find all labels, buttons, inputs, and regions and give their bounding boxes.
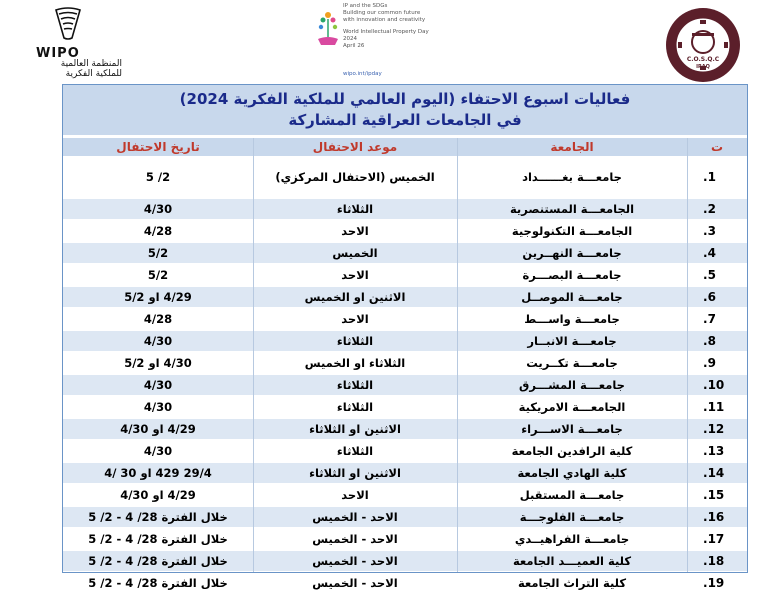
cell-university: كلية الرافدين الجامعة: [511, 444, 633, 458]
cell-university: جامعـــة الفلوجـــة: [519, 510, 625, 524]
cell-day: الثلاثاء: [336, 444, 374, 458]
cell-university: جامعـــة بغــــــداد: [522, 170, 622, 184]
table-row: [63, 287, 747, 307]
header-university: الجامعة: [550, 140, 594, 154]
cell-date: 4/30: [143, 202, 173, 216]
wipo-wordmark: WIPO: [36, 46, 80, 61]
cell-num: 6.: [703, 290, 716, 304]
cell-university: الجامعـــة المستنصرية: [509, 202, 635, 216]
wipo-emblem-icon: [48, 4, 88, 44]
cell-num: 3.: [703, 224, 716, 238]
cell-date: خلال الفترة 28/ 4 - 2/ 5: [88, 510, 228, 524]
cell-date: 4/29 او 4/30: [120, 488, 196, 502]
table-row: [63, 573, 747, 593]
cell-num: 5.: [703, 268, 716, 282]
cell-university: كلية العميـــد الجامعة: [512, 554, 632, 568]
cosqc-seal-icon: [664, 6, 742, 84]
cell-day: الثلاثاء: [336, 334, 374, 348]
cell-day: الثلاثاء: [336, 400, 374, 414]
cell-university: جامعـــة الفراهيــدي: [514, 532, 630, 546]
wipo-arabic-name: [30, 59, 122, 79]
cell-university: الجامعـــة الامريكية: [518, 400, 626, 414]
table-row: [63, 157, 747, 197]
ip-day-text: [343, 3, 429, 50]
table-row: [63, 309, 747, 329]
wipo-logo: [30, 4, 120, 80]
cell-university: جامعـــة تكــريت: [526, 356, 618, 370]
cell-num: 16.: [703, 510, 725, 524]
cell-day: الاحد: [341, 268, 369, 282]
title-band: [63, 85, 747, 135]
cell-university: جامعـــة الانبــار: [527, 334, 617, 348]
table-row: [63, 265, 747, 285]
cell-day: الاحد: [341, 488, 369, 502]
cell-num: 2.: [703, 202, 716, 216]
cell-num: 18.: [703, 554, 725, 568]
cell-day: الثلاثاء او الخميس: [304, 356, 406, 370]
cell-num: 1.: [703, 170, 716, 184]
cosqc-country: IRAQ: [696, 64, 710, 70]
cell-university: جامعـــة واســـط: [524, 312, 620, 326]
table-row: [63, 331, 747, 351]
cell-university: جامعـــة المستقبل: [519, 488, 625, 502]
table-row: [63, 551, 747, 571]
column-divider: [687, 138, 688, 572]
cell-num: 4.: [703, 246, 716, 260]
table-row: [63, 441, 747, 461]
cell-university: جامعـــة الاســـراء: [521, 422, 623, 436]
cell-date: 2/ 5: [145, 170, 171, 184]
events-table-frame: [62, 84, 748, 590]
table-row: [63, 199, 747, 219]
cell-date: 4/30: [143, 334, 173, 348]
cell-day: الثلاثاء: [336, 378, 374, 392]
header-date: تاريخ الاحتفال: [116, 140, 200, 154]
table-row: [63, 485, 747, 505]
cell-date: 4/29 او 4/30: [120, 422, 196, 436]
cell-date: 5/2: [147, 246, 169, 260]
ip-day-line: 2024: [343, 36, 357, 42]
cell-num: 19.: [703, 576, 725, 590]
cell-university: جامعـــة المشـــرق: [519, 378, 625, 392]
table-row: [63, 507, 747, 527]
cell-num: 12.: [703, 422, 725, 436]
wipo-arabic-line1: المنظمة العالمية: [60, 59, 122, 69]
ip-day-line: IP and the SDGs: [343, 3, 388, 9]
cell-num: 13.: [703, 444, 725, 458]
cell-num: 7.: [703, 312, 716, 326]
table-row: [63, 243, 747, 263]
ip-day-link[interactable]: wipo.int/ipday: [343, 71, 382, 77]
cell-day: الاحد - الخميس: [312, 510, 398, 524]
cell-day: الاثنين او الخميس: [304, 290, 406, 304]
ip-day-line: with innovation and creativity: [343, 17, 426, 23]
cell-date: خلال الفترة 28/ 4 - 2/ 5: [88, 532, 228, 546]
cell-day: الاثنين او الثلاثاء: [309, 466, 401, 480]
cell-date: 4/30 او 5/2: [124, 356, 192, 370]
cell-date: 4/28: [143, 224, 173, 238]
cell-day: الخميس: [332, 246, 378, 260]
cosqc-name: C.O.S.Q.C: [686, 56, 720, 63]
wipo-arabic-line2: للملكية الفكرية: [65, 69, 122, 79]
cell-date: خلال الفترة 28/ 4 - 2/ 5: [88, 576, 228, 590]
table-row: [63, 353, 747, 373]
cell-university: جامعـــة البصـــرة: [522, 268, 622, 282]
page-title: فعاليات اسبوع الاحتفاء (اليوم العالمي للملكية الفكرية 2024): [179, 90, 631, 108]
cell-day: الاحد: [341, 312, 369, 326]
ip-day-line: April 26: [343, 43, 365, 49]
ip-day-line: World Intellectual Property Day: [343, 29, 429, 35]
table-row: [63, 375, 747, 395]
cell-day: الاثنين او الثلاثاء: [309, 422, 401, 436]
column-divider: [457, 138, 458, 572]
cell-date: خلال الفترة 28/ 4 - 2/ 5: [88, 554, 228, 568]
cell-university: جامعـــة الموصــل: [521, 290, 623, 304]
page-subtitle: في الجامعات العراقية المشاركة: [288, 111, 522, 129]
cell-date: 4/30: [143, 378, 173, 392]
cell-date: 29/4 429 او 30 /4: [104, 466, 212, 480]
column-divider: [253, 138, 254, 572]
cell-date: 4/30: [143, 400, 173, 414]
cell-num: 17.: [703, 532, 725, 546]
cell-num: 15.: [703, 488, 725, 502]
cell-day: الاحد: [341, 224, 369, 238]
cell-num: 11.: [703, 400, 725, 414]
cell-day: الاحد - الخميس: [312, 554, 398, 568]
cell-num: 8.: [703, 334, 716, 348]
cell-university: كلية الهادي الجامعة: [517, 466, 627, 480]
table-row: [63, 529, 747, 549]
cell-day: الخميس (الاحتفال المركزي): [275, 170, 435, 184]
table-row: [63, 419, 747, 439]
cell-date: 5/2: [147, 268, 169, 282]
cell-university: كلية التراث الجامعة: [517, 576, 627, 590]
cell-day: الاحد - الخميس: [312, 532, 398, 546]
cell-num: 10.: [703, 378, 725, 392]
cell-day: الثلاثاء: [336, 202, 374, 216]
cell-university: الجامعـــة التكنولوجية: [511, 224, 633, 238]
cell-date: 4/28: [143, 312, 173, 326]
cell-date: 4/30: [143, 444, 173, 458]
header-day: موعد الاحتفال: [312, 140, 398, 154]
table-row: [63, 463, 747, 483]
cell-day: الاحد - الخميس: [312, 576, 398, 590]
ip-day-logo: [315, 3, 465, 83]
cell-num: 14.: [703, 466, 725, 480]
cell-university: جامعـــة النهــرين: [522, 246, 622, 260]
plant-hand-icon: [315, 9, 341, 49]
ip-day-line: Building our common future: [343, 10, 421, 16]
header-num: ت: [710, 140, 724, 154]
table-row: [63, 397, 747, 417]
cell-date: 4/29 او 5/2: [124, 290, 192, 304]
table-header: [63, 138, 747, 156]
cell-num: 9.: [703, 356, 716, 370]
table-row: [63, 221, 747, 241]
